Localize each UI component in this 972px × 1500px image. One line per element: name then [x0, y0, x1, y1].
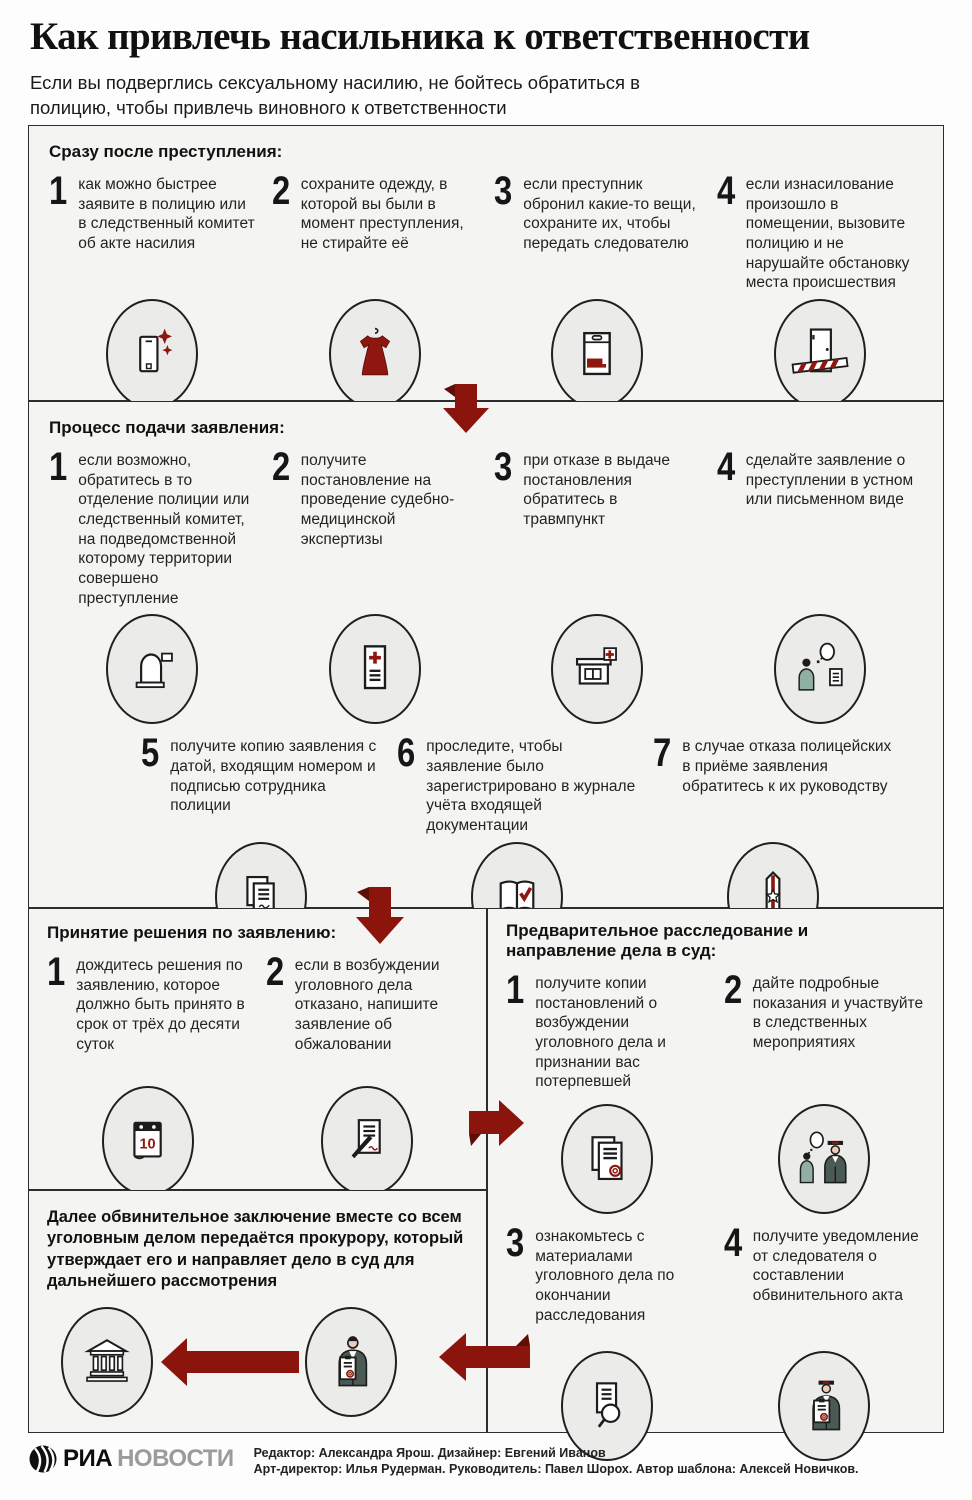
prosecutor-icons-row — [47, 1307, 468, 1417]
step — [494, 445, 701, 608]
logo-text-ria: РИА — [63, 1445, 113, 1472]
step-text: проследите, чтобы заявление было зарегистрировано в журнале учёта входящей документации — [426, 738, 636, 835]
step — [271, 169, 479, 293]
step-text: как можно быстрее заявите в полицию или в следственный комитет об акте насилия — [78, 176, 255, 253]
filing-icons-row1 — [49, 614, 923, 724]
section-investigation — [487, 908, 944, 1433]
section-decision-header: Принятие решения по заявлению: — [47, 923, 337, 942]
step-number: 6 — [397, 731, 414, 776]
step-number: 3 — [494, 445, 511, 489]
case-copies-seal-icon — [561, 1104, 653, 1214]
step — [265, 950, 469, 1080]
step — [49, 169, 256, 293]
investigation-icons-row1 — [506, 1104, 925, 1214]
trauma-center-icon — [551, 614, 643, 724]
section-filing — [28, 401, 944, 908]
step — [716, 169, 924, 293]
calendar-day-value: 10 — [139, 1136, 156, 1153]
section-prosecutor — [28, 1190, 487, 1433]
step-number: 1 — [49, 445, 66, 489]
step-text: дайте подробные показания и участвуйте в следственных мероприятиях — [752, 975, 924, 1052]
ria-novosti-logo — [28, 1444, 234, 1474]
section-investigation-header: Предварительное расследование и направление дела в суд: — [506, 921, 809, 960]
step-number: 1 — [506, 968, 523, 1012]
testimony-people-icon — [778, 1104, 870, 1214]
step-number: 4 — [723, 1221, 741, 1265]
step — [723, 1221, 926, 1345]
courthouse-icon — [61, 1307, 153, 1417]
step — [494, 169, 701, 293]
step — [723, 968, 926, 1098]
step — [653, 731, 893, 835]
decision-icons — [47, 1086, 468, 1196]
section-filing-header: Процесс подачи заявления: — [49, 418, 285, 437]
logo-text-novosti: НОВОСТИ — [117, 1445, 234, 1472]
credits-line-1: Редактор: Александра Ярош. Дизайнер: Евгений Иванов — [253, 1446, 606, 1460]
step-text: если в возбуждении уголовного дела отказано, напишите заявление об обжаловании — [294, 957, 440, 1053]
step-number: 4 — [716, 169, 734, 213]
appeal-letter-icon — [321, 1086, 413, 1196]
step-text: если преступник обронил какие-то вещи, сохраните их, чтобы передать следователю — [523, 176, 696, 253]
section-decision — [28, 908, 487, 1190]
evidence-bag-icon — [551, 299, 643, 409]
prosecutor-with-case-icon — [305, 1307, 397, 1417]
step-text: сохраните одежду, в которой вы были в момент преступления, не стирайте её — [300, 176, 464, 253]
step-number: 1 — [49, 169, 66, 213]
dress-icon — [329, 299, 421, 409]
step-number: 2 — [265, 950, 283, 994]
step — [506, 968, 708, 1098]
arrow-left-long-icon — [159, 1336, 299, 1388]
step-number: 1 — [47, 950, 64, 994]
oral-statement-icon — [774, 614, 866, 724]
step-text: получите копию заявления с датой, входящим номером и подписью сотрудника полиции — [170, 738, 377, 815]
footer — [28, 1444, 944, 1477]
step-text: получите постановление на проведение судебно-медицинской экспертизы — [300, 452, 455, 548]
step-number: 4 — [716, 445, 734, 489]
investigation-steps-row1 — [506, 968, 925, 1098]
calendar-icon — [102, 1086, 194, 1196]
medical-order-icon — [329, 614, 421, 724]
arrow-left-short-icon — [436, 1331, 530, 1383]
step-text: ознакомьтесь с материалами уголовного дела по окончании расследования — [535, 1228, 675, 1324]
step-text: получите уведомление от следователя о составлении обвинительного акта — [752, 1228, 919, 1305]
prosecutor-note: Далее обвинительное заключение вместе со всем уголовным делом передаётся прокурору, который утверждает его и направляет дело в суд для дальнейшего рассмотрения — [47, 1208, 464, 1291]
step — [271, 445, 479, 608]
step — [716, 445, 924, 608]
phone-sparkles-icon — [106, 299, 198, 409]
step-text: при отказе в выдаче постановления обратитесь в травмпункт — [523, 452, 670, 529]
step-text: получите копии постановлений о возбуждении уголовного дела и признании вас потерпевшей — [535, 975, 666, 1091]
step-text: сделайте заявление о преступлении в устном или письменном виде — [745, 452, 914, 509]
step-number: 3 — [506, 1221, 523, 1265]
step — [397, 731, 637, 835]
page-subtitle: Если вы подверглись сексуальному насилию, не бойтесь обратиться в полицию, чтобы привлечь виновного к ответственности — [30, 72, 641, 118]
step — [47, 950, 250, 1080]
filing-steps-row1 — [49, 445, 923, 608]
arrow-down-icon — [442, 384, 490, 434]
infographic-board — [28, 125, 944, 1433]
arrow-right-icon — [469, 1099, 525, 1149]
step-number: 2 — [271, 445, 289, 489]
credits-line-2: Арт-директор: Илья Рудерман. Руководитель: Павел Шорох. Автор шаблона: Алексей Новичков. — [253, 1461, 859, 1476]
step — [49, 445, 256, 608]
decision-steps — [47, 950, 468, 1080]
masthead — [30, 14, 942, 120]
step-number: 2 — [723, 968, 741, 1012]
step-text: дождитесь решения по заявлению, которое должно быть принято в срок от трёх до десяти суток — [76, 957, 245, 1053]
investigation-steps-row2 — [506, 1221, 925, 1345]
ria-globe-icon — [28, 1444, 58, 1474]
step-text: если изнасилование произошло в помещении, вызовите полицию и не нарушайте обстановку места происшествия — [745, 176, 910, 292]
step-number: 7 — [653, 731, 670, 776]
section-after-crime-header: Сразу после преступления: — [49, 142, 283, 161]
step-number: 2 — [271, 169, 289, 213]
after-crime-steps — [49, 169, 923, 293]
step-number: 3 — [494, 169, 511, 213]
section-after-crime — [28, 125, 944, 401]
step-number: 5 — [141, 731, 158, 776]
step-text: в случае отказа полицейских в приёме заявления обратитесь к их руководству — [682, 738, 892, 795]
door-police-tape-icon — [774, 299, 866, 409]
step-text: если возможно, обратитесь в то отделение полиции или следственный комитет, на подведомственной которому территории совершено преступление — [78, 452, 250, 607]
page-title: Как привлечь насильника к ответственности — [30, 15, 810, 58]
police-station-icon — [106, 614, 198, 724]
arrow-down-icon — [355, 887, 405, 945]
step — [141, 731, 381, 835]
credits — [254, 1444, 859, 1477]
step — [506, 1221, 708, 1345]
filing-steps-row2 — [49, 731, 923, 835]
